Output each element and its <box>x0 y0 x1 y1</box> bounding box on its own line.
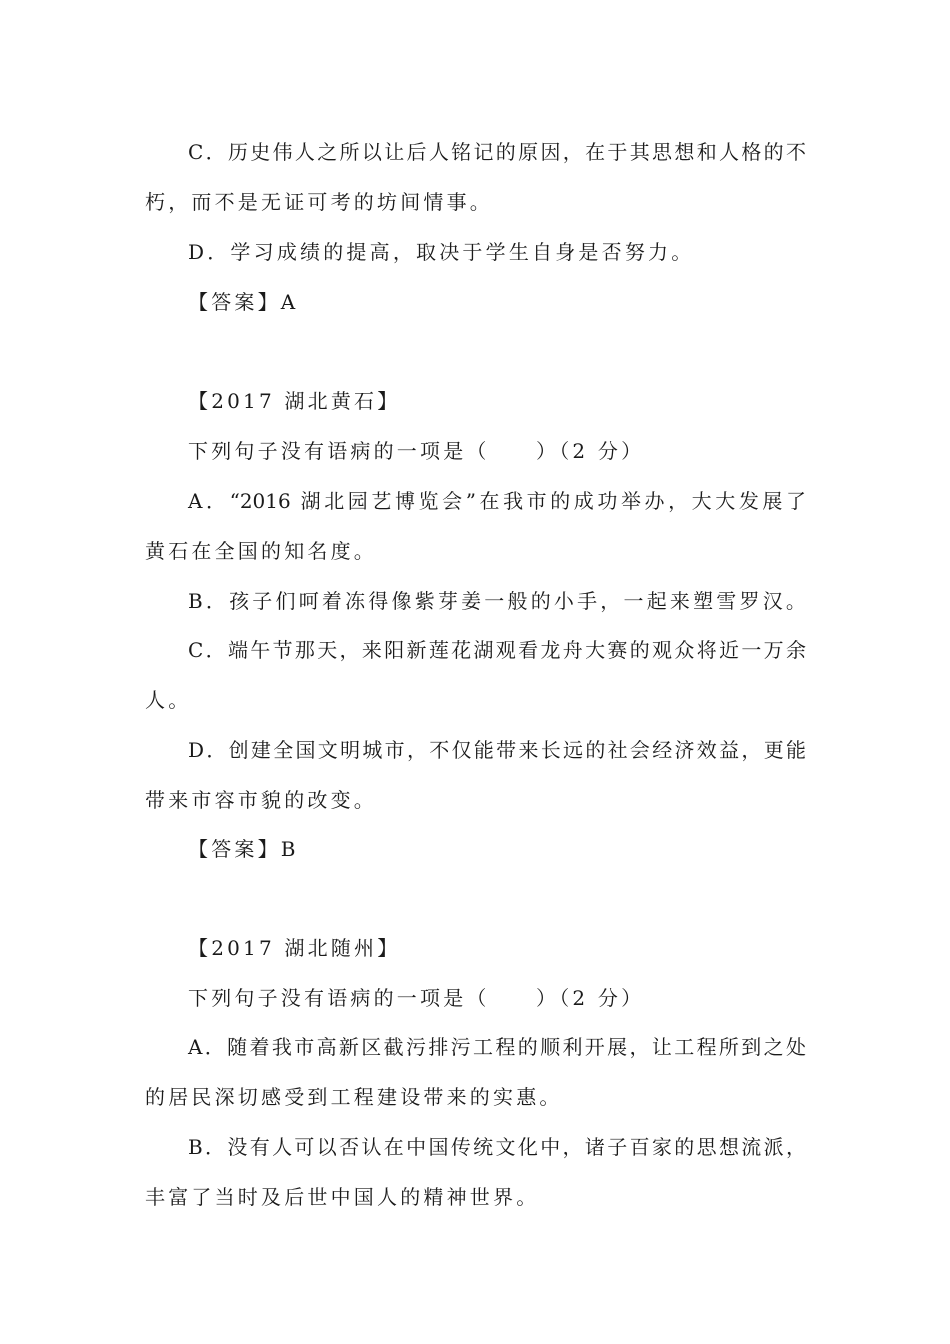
s3-question: 下列句子没有语病的一项是（ ）（2 分） <box>188 986 645 1010</box>
s1-option-c-line2: 朽，而不是无证可考的坊间情事。 <box>145 190 493 214</box>
s3-option-b-line1: B．没有人可以否认在中国传统文化中，诸子百家的思想流派， <box>188 1135 806 1159</box>
s2-option-c-line2: 人。 <box>145 688 192 712</box>
s3-heading: 【2017 湖北随州】 <box>188 936 401 960</box>
s3-option-b-line2: 丰富了当时及后世中国人的精神世界。 <box>145 1185 540 1209</box>
s2-answer: 【答案】B <box>188 837 299 861</box>
s3-option-a-line1: A．随着我市高新区截污排污工程的顺利开展，让工程所到之处 <box>188 1035 806 1059</box>
s1-option-c-line1: C．历史伟人之所以让后人铭记的原因，在于其思想和人格的不 <box>188 140 806 164</box>
s2-option-d-line1: D．创建全国文明城市，不仅能带来长远的社会经济效益，更能 <box>188 738 806 762</box>
s3-option-a-line2: 的居民深切感受到工程建设带来的实惠。 <box>145 1085 563 1109</box>
s2-option-c-line1: C．端午节那天，来阳新莲花湖观看龙舟大赛的观众将近一万余 <box>188 638 806 662</box>
s2-option-d-line2: 带来市容市貌的改变。 <box>145 788 377 812</box>
s2-option-a-line2: 黄石在全国的知名度。 <box>145 539 377 563</box>
s1-option-d: D．学习成绩的提高，取决于学生自身是否努力。 <box>188 240 695 264</box>
s2-option-a-line1: A．“2016 湖北园艺博览会”在我市的成功举办，大大发展了 <box>188 489 806 513</box>
s1-answer: 【答案】A <box>188 290 299 314</box>
s2-question: 下列句子没有语病的一项是（ ）（2 分） <box>188 439 645 463</box>
s2-heading: 【2017 湖北黄石】 <box>188 389 401 413</box>
s2-option-b: B．孩子们呵着冻得像紫芽姜一般的小手，一起来塑雪罗汉。 <box>188 589 810 613</box>
